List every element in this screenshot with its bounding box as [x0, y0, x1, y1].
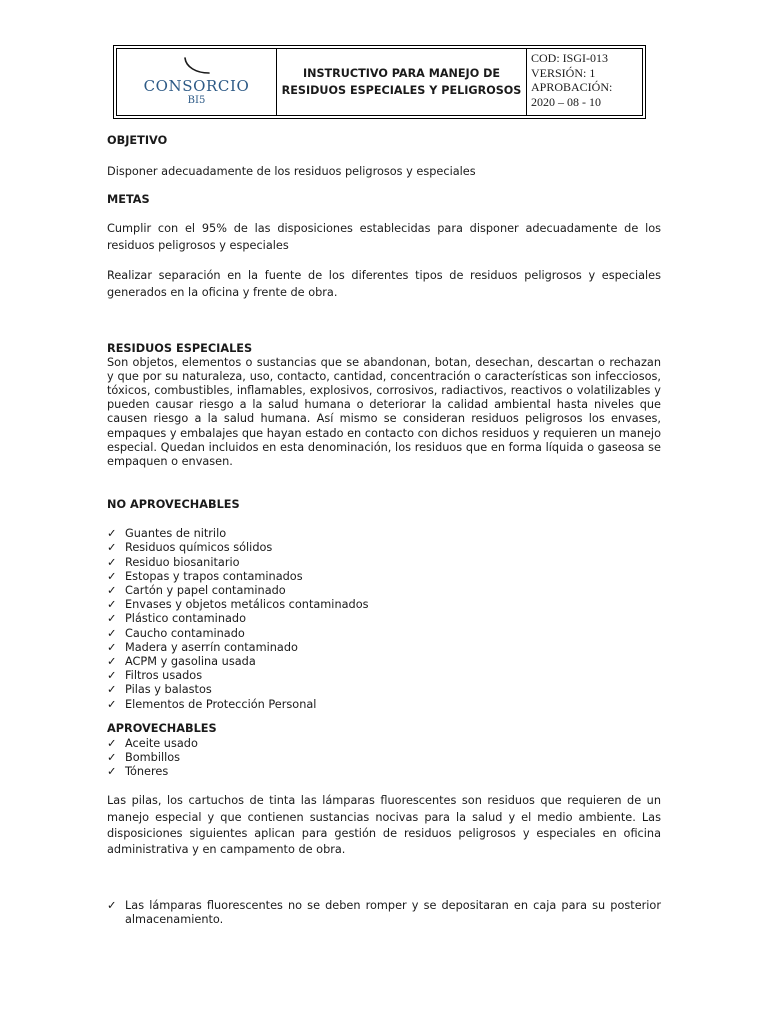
logo-swoosh-icon	[177, 56, 217, 78]
no-aprovechables-heading: NO APROVECHABLES	[107, 498, 240, 512]
list-item	[107, 556, 661, 570]
list-item	[107, 683, 661, 697]
objetivo-heading: OBJETIVO	[107, 134, 168, 147]
list-item-text: Pilas y balastos	[125, 683, 212, 697]
document-version: VERSIÓN: 1	[531, 65, 596, 80]
company-subname: BI5	[187, 95, 206, 106]
list-item	[107, 899, 661, 927]
approval-date: 2020 – 08 - 10	[531, 94, 601, 109]
checkmark-icon: ✓	[107, 683, 117, 697]
list-item	[107, 570, 661, 584]
list-item	[107, 598, 661, 612]
checkmark-icon: ✓	[107, 583, 117, 597]
list-item	[107, 584, 661, 598]
disposiciones-list	[107, 899, 661, 927]
checkmark-icon: ✓	[107, 555, 117, 569]
metas-heading: METAS	[107, 192, 150, 206]
list-item-text: Guantes de nitrilo	[125, 527, 227, 541]
checkmark-icon: ✓	[107, 654, 117, 668]
approval-label: APROBACIÓN:	[531, 80, 613, 94]
list-item-text: Elementos de Protección Personal	[125, 697, 317, 711]
checkmark-icon: ✓	[107, 598, 117, 612]
list-item	[107, 751, 661, 765]
list-item	[107, 641, 661, 655]
list-item-text: Bombillos	[125, 750, 181, 764]
checkmark-icon: ✓	[107, 612, 117, 626]
checkmark-icon: ✓	[107, 669, 117, 683]
list-item	[107, 765, 661, 779]
list-item-text: Filtros usados	[125, 669, 203, 683]
document-code-block	[527, 49, 642, 115]
checkmark-icon: ✓	[107, 640, 117, 654]
list-item	[107, 698, 661, 712]
metas-paragraph-1: Cumplir con el 95% de las disposiciones establecidas para disponer adecuadamente de los residuos peligrosos y especiales	[107, 221, 661, 252]
checkmark-icon: ✓	[107, 898, 117, 912]
list-item-text: Estopas y trapos contaminados	[125, 569, 303, 583]
title-line-2: RESIDUOS ESPECIALES Y PELIGROSOS	[281, 84, 522, 97]
list-item	[107, 612, 661, 626]
title-line-1: INSTRUCTIVO PARA MANEJO DE	[302, 67, 501, 80]
checkmark-icon: ✓	[107, 765, 117, 779]
document-body	[107, 133, 661, 927]
list-item	[107, 541, 661, 555]
company-logo	[117, 49, 277, 115]
list-item	[107, 655, 661, 669]
checkmark-icon: ✓	[107, 527, 117, 541]
list-item	[107, 627, 661, 641]
list-item-text: Madera y aserrín contaminado	[125, 640, 298, 654]
list-item-text: Envases y objetos metálicos contaminados	[125, 598, 369, 612]
checkmark-icon: ✓	[107, 697, 117, 711]
checkmark-icon: ✓	[107, 626, 117, 640]
aprovechables-heading: APROVECHABLES	[107, 721, 217, 735]
document-header	[113, 45, 646, 119]
company-name: CONSORCIO	[143, 77, 250, 95]
document-code: COD: ISGI-013	[531, 51, 608, 65]
especiales-text: Son objetos, elementos o sustancias que se abandonan, botan, desechan, descartan o rechazan y que por su naturaleza, uso, contacto, cantidad, concentración o características son infecciosos, tóxicos, combustibles, inflamables, explosivos, corrosivos, radiactivos, reactivos o volatilizables y pueden causar riesgo a la salud humana o deteriorar la calidad ambiental hasta niveles que causen riesgo a la salud humana. Así mismo se consideran residuos peligrosos los envases, empaques y embalajes que hayan estado en contacto con dichos residuos y requieren un manejo especial. Quedan incluidos en esta denominación, los residuos que en forma líquida o gaseosa se empaquen o envasen.	[107, 355, 661, 468]
list-item-text: Residuos químicos sólidos	[125, 541, 273, 555]
checkmark-icon: ✓	[107, 569, 117, 583]
especiales-heading: RESIDUOS ESPECIALES	[107, 341, 253, 355]
aprovechables-list	[107, 737, 661, 780]
list-item-text: ACPM y gasolina usada	[125, 654, 256, 668]
no-aprovechables-list	[107, 527, 661, 712]
document-title	[277, 49, 527, 115]
checkmark-icon: ✓	[107, 541, 117, 555]
list-item-text: Plástico contaminado	[125, 612, 246, 626]
header-table	[116, 48, 643, 116]
list-item-text: Aceite usado	[125, 736, 198, 750]
list-item-text: Residuo biosanitario	[125, 555, 240, 569]
objetivo-text: Disponer adecuadamente de los residuos peligrosos y especiales	[107, 165, 476, 178]
list-item-text: Las lámparas fluorescentes no se deben romper y se depositaran en caja para su posterior almacenamiento.	[125, 898, 661, 926]
checkmark-icon: ✓	[107, 750, 117, 764]
list-item	[107, 737, 661, 751]
list-item-text: Tóneres	[125, 765, 169, 779]
list-item-text: Caucho contaminado	[125, 626, 245, 640]
checkmark-icon: ✓	[107, 736, 117, 750]
list-item-text: Cartón y papel contaminado	[125, 583, 286, 597]
list-item	[107, 669, 661, 683]
metas-paragraph-2: Realizar separación en la fuente de los diferentes tipos de residuos peligrosos y especiales generados en la oficina y frente de obra.	[107, 268, 661, 299]
pilas-paragraph: Las pilas, los cartuchos de tinta las lámparas fluorescentes son residuos que requieren de un manejo especial y que contienen sustancias nocivas para la salud y el medio ambiente. Las disposiciones siguientes aplican para gestión de residuos peligrosos y especiales en oficina administrativa y en campamento de obra.	[107, 794, 661, 857]
list-item	[107, 527, 661, 541]
